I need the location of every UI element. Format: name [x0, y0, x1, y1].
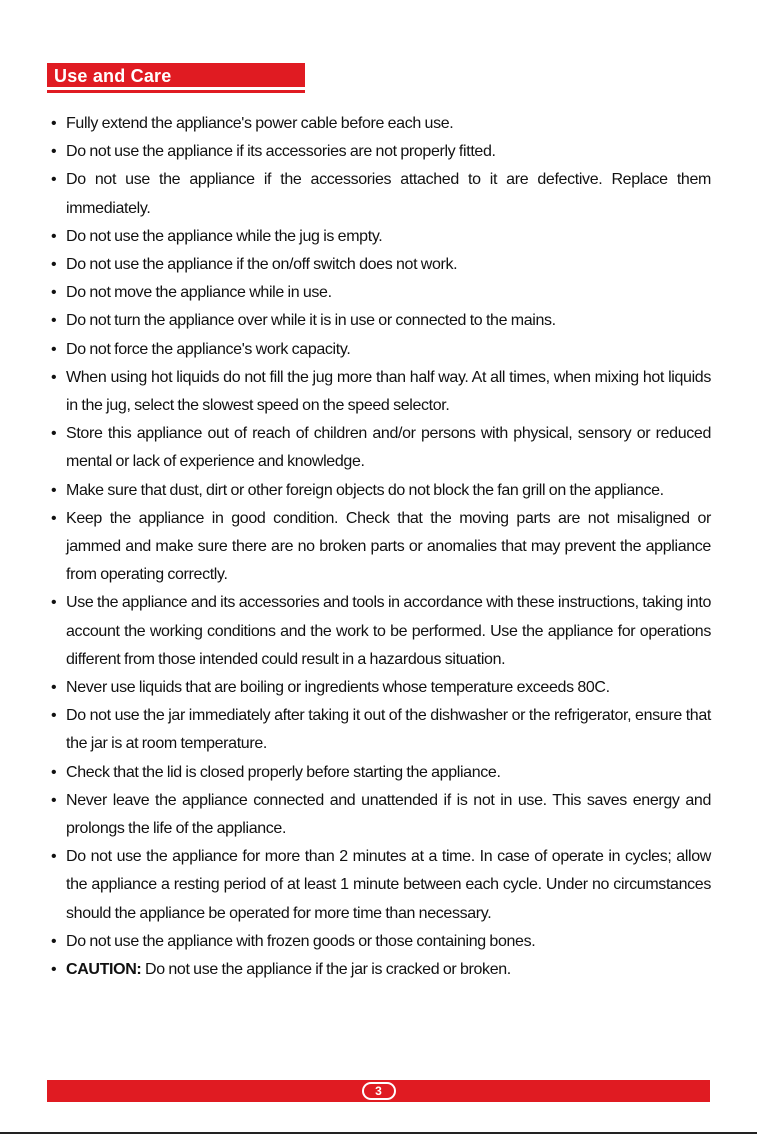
footer-bar [47, 1080, 710, 1102]
list-item-text: Use the appliance and its accessories and tools in accordance with these instructions, taking into account the working conditions and the work to be performed. Use the appliance for operations different from those intended could result in a hazardous situation. [66, 594, 711, 668]
list-item [47, 223, 711, 251]
list-item [47, 166, 711, 222]
list-item [47, 279, 711, 307]
bullet-icon: • [51, 284, 57, 302]
bullet-icon: • [51, 594, 57, 612]
list-item-text: When using hot liquids do not fill the jug more than half way. At all times, when mixing hot liquids in the jug, select the slowest speed on the speed selector. [66, 368, 711, 415]
bullet-icon: • [51, 509, 57, 527]
bullet-icon: • [51, 368, 57, 386]
bullet-icon: • [51, 340, 57, 358]
bullet-icon: • [51, 143, 57, 161]
list-item [47, 138, 711, 166]
bullet-icon: • [51, 961, 57, 979]
bullet-icon: • [51, 115, 57, 132]
list-item-text: Do not force the appliance's work capacity. [66, 340, 351, 358]
list-item [47, 787, 711, 843]
list-item [47, 589, 711, 674]
list-item-text: Keep the appliance in good condition. Check that the moving parts are not misaligned or jammed and make sure there are no broken parts or anomalies that may prevent the appliance from operating correctly. [66, 509, 711, 584]
list-item-text: Never leave the appliance connected and unattended if is not in use. This saves energy and prolongs the life of the appliance. [66, 791, 711, 838]
bullet-icon: • [51, 848, 57, 866]
bullet-icon: • [51, 227, 57, 245]
list-item [47, 674, 711, 702]
list-item [47, 251, 711, 279]
list-item-text: Make sure that dust, dirt or other foreign objects do not block the fan grill on the appliance. [66, 481, 664, 499]
caution-item [47, 956, 711, 984]
list-item [47, 843, 711, 928]
bullet-icon: • [51, 171, 57, 189]
list-item-text: Do not use the appliance for more than 2 minutes at a time. In case of operate in cycles; allow the appliance a resting period of at least 1 minute between each cycle. Under no circumstances should the appliance be operated for more time than necessary. [66, 848, 711, 922]
list-item [47, 702, 711, 758]
list-item [47, 759, 711, 787]
bullet-icon: • [51, 707, 57, 725]
list-item-text: Do not use the appliance if its accessories are not properly fitted. [66, 143, 496, 161]
bullet-list [47, 110, 711, 984]
list-item-text: Do not move the appliance while in use. [66, 284, 332, 302]
list-item-text: Do not turn the appliance over while it is in use or connected to the mains. [66, 312, 556, 330]
list-item-text: Do not use the appliance if the on/off switch does not work. [66, 256, 458, 274]
list-item [47, 110, 711, 138]
list-item-text: Do not use the appliance if the accessories attached to it are defective. Replace them immediately. [66, 171, 711, 217]
list-item [47, 928, 711, 956]
bullet-icon: • [51, 312, 57, 330]
list-item-text: Do not use the appliance with frozen goods or those containing bones. [66, 932, 536, 950]
bullet-icon: • [51, 425, 57, 443]
bullet-icon: • [51, 932, 57, 950]
list-item-text: Do not use the jar immediately after taking it out of the dishwasher or the refrigerator, ensure that the jar is at room temperature. [66, 707, 711, 753]
section-header [47, 63, 305, 90]
list-item [47, 336, 711, 364]
list-item [47, 505, 711, 590]
bullet-icon: • [51, 481, 57, 499]
list-item-text: Store this appliance out of reach of children and/or persons with physical, sensory or reduced mental or lack of experience and knowledge. [66, 425, 711, 471]
list-item [47, 477, 711, 505]
list-item [47, 364, 711, 420]
list-item [47, 307, 711, 335]
page-number: 3 [364, 1084, 394, 1098]
caution-label: CAUTION: [66, 961, 142, 979]
list-item-text: Never use liquids that are boiling or ingredients whose temperature exceeds 80C. [66, 679, 610, 697]
list-item-text: Do not use the appliance while the jug is empty. [66, 227, 383, 245]
list-item [47, 420, 711, 476]
bullet-icon: • [51, 763, 57, 781]
page-number-badge [362, 1082, 396, 1100]
caution-text: Do not use the appliance if the jar is cracked or broken. [141, 961, 511, 979]
list-item-text: Check that the lid is closed properly before starting the appliance. [66, 763, 501, 781]
bullet-icon: • [51, 791, 57, 809]
section-title: Use and Care [54, 66, 172, 86]
bullet-icon: • [51, 256, 57, 274]
list-item-text: Fully extend the appliance's power cable before each use. [66, 115, 454, 132]
bottom-rule [0, 1132, 757, 1134]
bullet-icon: • [51, 679, 57, 697]
